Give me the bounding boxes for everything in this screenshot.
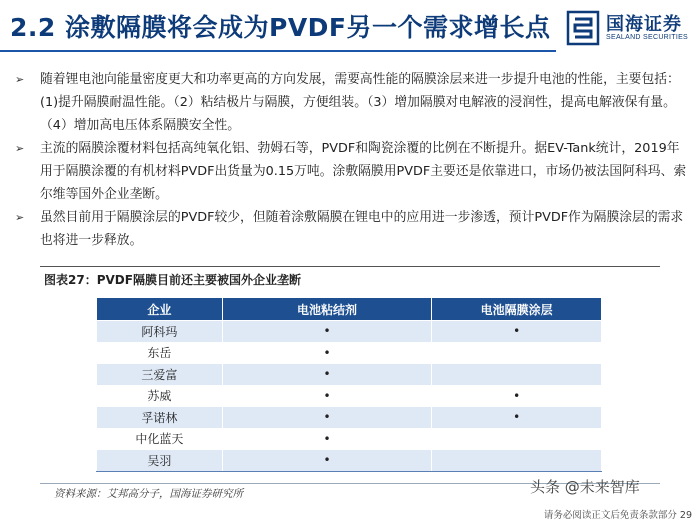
bullet-item (15, 137, 687, 206)
binder-cell: • (222, 428, 432, 450)
figure-caption: 图表27：PVDF隔膜目前还主要被国外企业垄断 (44, 273, 301, 287)
header-binder: 电池粘结剂 (222, 298, 432, 321)
page-title: 2.2 涂敷隔膜将会成为PVDF另一个需求增长点 (10, 13, 551, 42)
coating-cell (432, 428, 602, 450)
table-header-row (97, 298, 602, 321)
company-cell: 苏威 (97, 385, 223, 407)
table-row (97, 342, 602, 364)
company-cell: 中化蓝天 (97, 428, 223, 450)
bullet-item (15, 206, 687, 252)
company-cell: 三爱富 (97, 364, 223, 386)
figure-caption-block (40, 266, 660, 290)
binder-cell: • (222, 385, 432, 407)
title-divider (0, 50, 556, 52)
bullet-text: 随着锂电池向能量密度更大和功率更高的方向发展，需要高性能的隔膜涂层来进一步提升电池的性能，主要包括：(1)提升隔膜耐温性能。（2）粘结极片与隔膜，方便组装。（3）增加隔膜对电解液的浸润性，提高电解液保有量。（4）增加高电压体系隔膜安全性。 (40, 72, 680, 133)
company-logo (566, 8, 696, 48)
caption-divider (40, 266, 660, 267)
vendor-table (96, 297, 602, 472)
table-row (97, 428, 602, 450)
page-footer: 请务必阅读正文后免责条款部分 29 (543, 510, 692, 521)
bullet-text: 主流的隔膜涂覆材料包括高纯氧化铝、勃姆石等，PVDF和陶瓷涂覆的比例在不断提升。据EV-Tank统计，2019年用于隔膜涂覆的有机材料PVDF出货量为0.15万吨。涂敷隔膜用PVDF主要还是依靠进口，市场仍被法国阿科玛、索尔维等国外企业垄断。 (40, 141, 687, 202)
table-row (97, 385, 602, 407)
table-row (97, 364, 602, 386)
coating-cell: • (432, 321, 602, 343)
sealand-logo-icon (566, 10, 600, 46)
company-cell: 孚诺林 (97, 407, 223, 429)
header-coating: 电池隔膜涂层 (432, 298, 602, 321)
watermark: 头条 @未来智库 (530, 478, 640, 496)
table-row (97, 321, 602, 343)
company-cell: 东岳 (97, 342, 223, 364)
company-cell: 吴羽 (97, 450, 223, 472)
company-cell: 阿科玛 (97, 321, 223, 343)
binder-cell: • (222, 407, 432, 429)
source-note: 资料来源：艾邦高分子，国海证券研究所 (54, 488, 243, 500)
triangle-arrow-icon: ➢ (15, 142, 25, 155)
coating-cell (432, 342, 602, 364)
coating-cell (432, 364, 602, 386)
bullet-text: 虽然目前用于隔膜涂层的PVDF较少，但随着涂敷隔膜在锂电中的应用进一步渗透，预计PVDF作为隔膜涂层的需求也将进一步释放。 (40, 210, 684, 248)
binder-cell: • (222, 342, 432, 364)
header-company: 企业 (97, 298, 223, 321)
bullet-item (15, 68, 687, 137)
table-row (97, 407, 602, 429)
logo-english-name: SEALAND SECURITIES (606, 34, 689, 41)
bullet-list (15, 68, 687, 252)
triangle-arrow-icon: ➢ (15, 211, 25, 224)
triangle-arrow-icon: ➢ (15, 73, 25, 86)
logo-chinese-name: 国海证券 (606, 14, 682, 35)
coating-cell: • (432, 407, 602, 429)
binder-cell: • (222, 321, 432, 343)
binder-cell: • (222, 450, 432, 472)
coating-cell (432, 450, 602, 472)
table-row (97, 450, 602, 472)
coating-cell: • (432, 385, 602, 407)
binder-cell: • (222, 364, 432, 386)
